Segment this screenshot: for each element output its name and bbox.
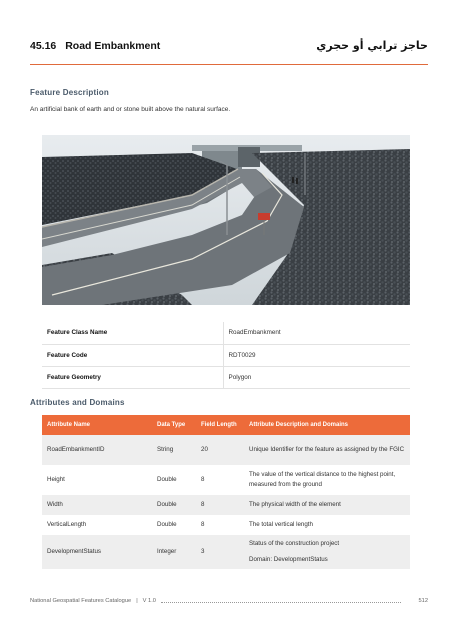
attr-domain: Domain: DevelopmentStatus [249, 556, 328, 563]
feature-description-text: An artificial bank of earth and or stone built above the natural surface. [30, 106, 231, 113]
section-number: 45.16 [30, 40, 57, 52]
feature-code-value: RDT0029 [223, 344, 410, 366]
attr-desc: Status of the construction project [249, 540, 340, 547]
attr-length: 8 [196, 515, 244, 535]
attr-length: 8 [196, 495, 244, 515]
attr-desc: The physical width of the element [244, 495, 410, 515]
table-row [42, 515, 410, 535]
table-row [42, 465, 410, 495]
feature-info-table [42, 322, 410, 389]
attr-name: DevelopmentStatus [42, 535, 152, 569]
feature-class-name-label: Feature Class Name [42, 322, 223, 344]
attr-type: Double [152, 495, 196, 515]
table-header-row [42, 415, 410, 435]
attr-name: VerticalLength [42, 515, 152, 535]
col-data-type: Data Type [152, 415, 196, 435]
attributes-table [42, 415, 410, 569]
attr-desc-multiline [244, 535, 410, 569]
attr-length: 20 [196, 435, 244, 465]
arabic-title: حاجز ترابي أو حجري [316, 39, 428, 52]
page-title [30, 40, 160, 52]
col-attribute-name: Attribute Name [42, 415, 152, 435]
attributes-heading: Attributes and Domains [30, 398, 125, 407]
col-field-length: Field Length [196, 415, 244, 435]
page-footer [30, 598, 428, 604]
footer-catalogue: National Geospatial Features Catalogue [30, 598, 132, 604]
attr-type: String [152, 435, 196, 465]
table-row [42, 322, 410, 344]
feature-code-label: Feature Code [42, 344, 223, 366]
attr-name: Width [42, 495, 152, 515]
road-embankment-photo [42, 135, 410, 305]
feature-geometry-label: Feature Geometry [42, 366, 223, 388]
table-row [42, 495, 410, 515]
attr-type: Double [152, 465, 196, 495]
attr-desc: The value of the vertical distance to the highest point, measured from the ground [244, 465, 410, 495]
table-row [42, 535, 410, 569]
col-description: Attribute Description and Domains [244, 415, 410, 435]
attr-length: 8 [196, 465, 244, 495]
section-title: Road Embankment [65, 40, 161, 52]
feature-description-heading: Feature Description [30, 88, 109, 97]
footer-dot-leader [161, 599, 401, 603]
attr-type: Integer [152, 535, 196, 569]
page-header [30, 40, 428, 62]
table-row [42, 366, 410, 388]
attr-name: RoadEmbankmentID [42, 435, 152, 465]
feature-class-name-value: RoadEmbankment [223, 322, 410, 344]
attr-name: Height [42, 465, 152, 495]
feature-geometry-value: Polygon [223, 366, 410, 388]
attr-desc: The total vertical length [244, 515, 410, 535]
attr-length: 3 [196, 535, 244, 569]
road-sign [258, 213, 270, 220]
attr-type: Double [152, 515, 196, 535]
table-row [42, 344, 410, 366]
table-row [42, 435, 410, 465]
page-number: 512 [418, 598, 428, 604]
header-divider [30, 64, 428, 65]
attr-desc: Unique Identifier for the feature as assigned by the FGIC [244, 435, 410, 465]
footer-separator: | [136, 598, 138, 604]
footer-version: V 1.0 [142, 598, 156, 604]
